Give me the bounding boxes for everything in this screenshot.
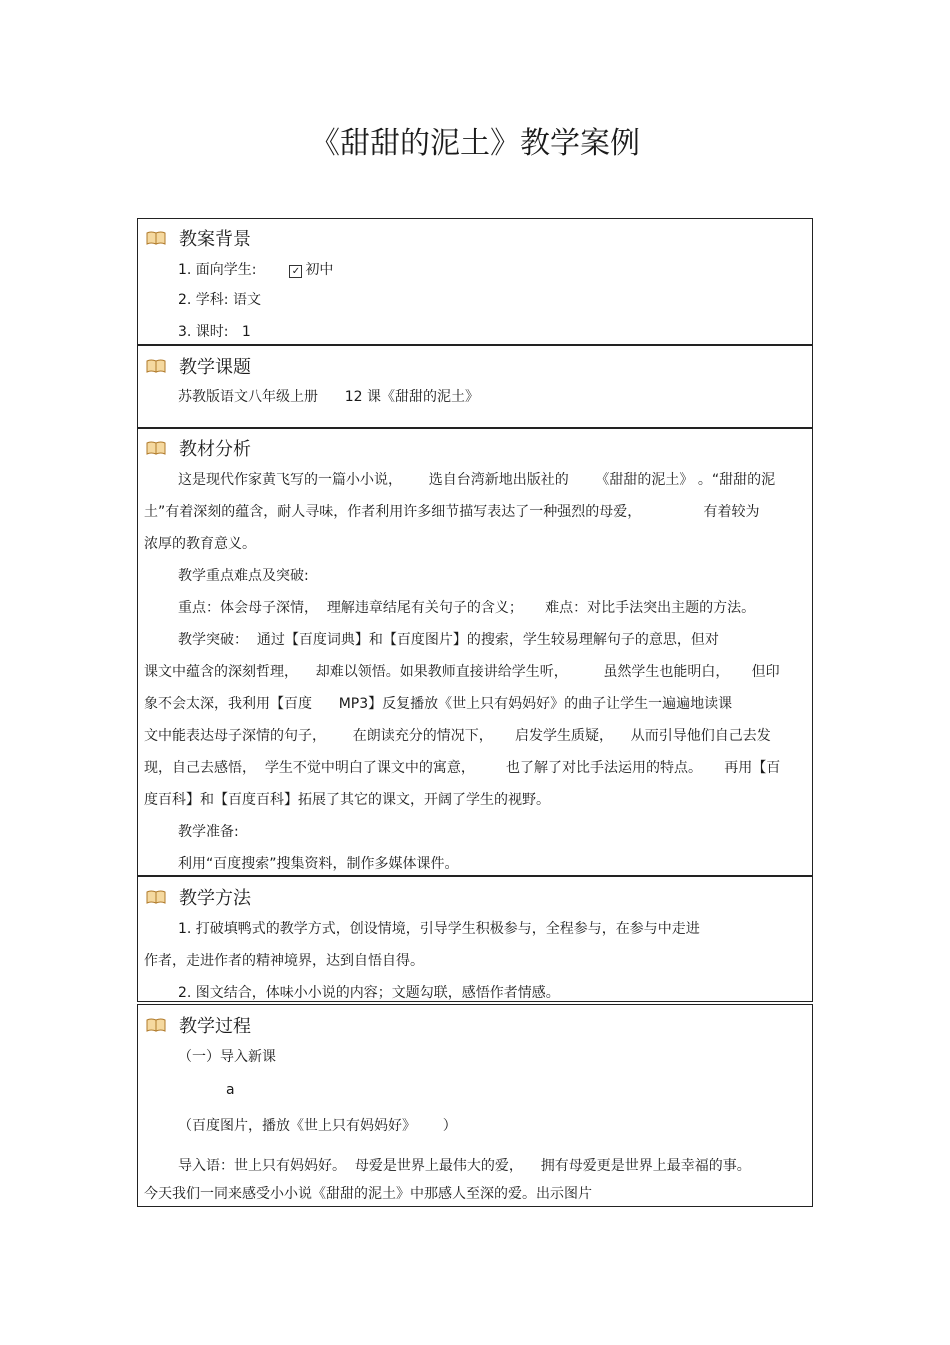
document-title: 《甜甜的泥土》教学案例: [310, 126, 640, 161]
text-line: （一）导入新课: [178, 1049, 276, 1065]
text-line: 作者，走进作者的精神境界，达到自悟自得。: [144, 953, 424, 969]
text-line: 今天我们一同来感受小小说《甜甜的泥土》中那感人至深的爱。出示图片: [144, 1186, 592, 1202]
grade-label: 1. 面向学生:: [178, 262, 257, 278]
grade-line: [178, 260, 333, 280]
section-analysis: [137, 428, 813, 876]
text-line: 课文中蕴含的深刻哲理， 却难以领悟。如果教师直接讲给学生听， 虽然学生也能明白， 但印: [144, 664, 780, 680]
text-line: 象不会太深，我利用【百度 MP3】反复播放《世上只有妈妈好》的曲子让学生一遍遍地读课: [144, 696, 733, 712]
book-icon: [146, 441, 166, 455]
text-line: 教学突破： 通过【百度词典】和【百度图片】的搜索，学生较易理解句子的意思，但对: [178, 632, 719, 648]
section-process-header: [146, 1012, 251, 1038]
section-topic-header: [146, 353, 251, 379]
text-line: 度百科】和【百度百科】拓展了其它的课文，开阔了学生的视野。: [144, 792, 550, 808]
section-heading: 教案背景: [179, 229, 251, 250]
book-icon: [146, 359, 166, 373]
text-line: 重点：体会母子深情， 理解违章结尾有关句子的含义； 难点：对比手法突出主题的方法。: [178, 600, 756, 616]
period-line: 3. 课时: 1: [178, 324, 251, 340]
text-line: 浓厚的教育意义。: [144, 536, 256, 552]
section-background: [137, 218, 813, 345]
section-heading: 教学过程: [179, 1016, 251, 1037]
section-heading: 教学课题: [179, 357, 251, 378]
text-line: 导入语：世上只有妈妈好。 母爱是世界上最伟大的爱， 拥有母爱更是世界上最幸福的事。: [178, 1158, 751, 1174]
text-line: （百度图片，播放《世上只有妈妈好》 ）: [178, 1118, 457, 1134]
checkbox-icon: ✓: [289, 265, 302, 278]
text-line: 1. 打破填鸭式的教学方式，创设情境，引导学生积极参与，全程参与，在参与中走进: [178, 921, 700, 937]
book-icon: [146, 1018, 166, 1032]
section-method: [137, 876, 813, 1002]
text-line: 现，自己去感悟， 学生不觉中明白了课文中的寓意， 也了解了对比手法运用的特点。 再用【百: [144, 760, 781, 776]
text-line: 这是现代作家黄飞写的一篇小小说， 选自台湾新地出版社的 《甜甜的泥土》 。“甜甜的泥: [178, 472, 776, 488]
text-line: 利用“百度搜索”搜集资料，制作多媒体课件。: [178, 856, 459, 872]
text-line: 土”有着深刻的蕴含，耐人寻味，作者利用许多细节描写表达了一种强烈的母爱， 有着较为: [144, 504, 760, 520]
subject-line: 2. 学科: 语文: [178, 292, 261, 308]
section-process: [137, 1004, 813, 1207]
topic-line: 苏教版语文八年级上册 12 课《甜甜的泥土》: [178, 389, 479, 405]
text-line: 文中能表达母子深情的句子， 在朗读充分的情况下， 启发学生质疑， 从而引导他们自己去发: [144, 728, 771, 744]
text-line: a: [226, 1082, 235, 1098]
section-analysis-header: [146, 435, 251, 461]
book-icon: [146, 890, 166, 904]
section-method-header: [146, 884, 251, 910]
section-heading: 教材分析: [179, 439, 251, 460]
text-line: 教学重点难点及突破:: [178, 568, 309, 584]
section-topic: [137, 345, 813, 428]
section-background-header: [146, 225, 251, 251]
text-line: 2. 图文结合，体味小小说的内容；文题勾联，感悟作者情感。: [178, 985, 560, 1001]
book-icon: [146, 231, 166, 245]
text-line: 教学准备:: [178, 824, 239, 840]
section-heading: 教学方法: [179, 888, 251, 909]
grade-value: 初中: [305, 262, 334, 278]
